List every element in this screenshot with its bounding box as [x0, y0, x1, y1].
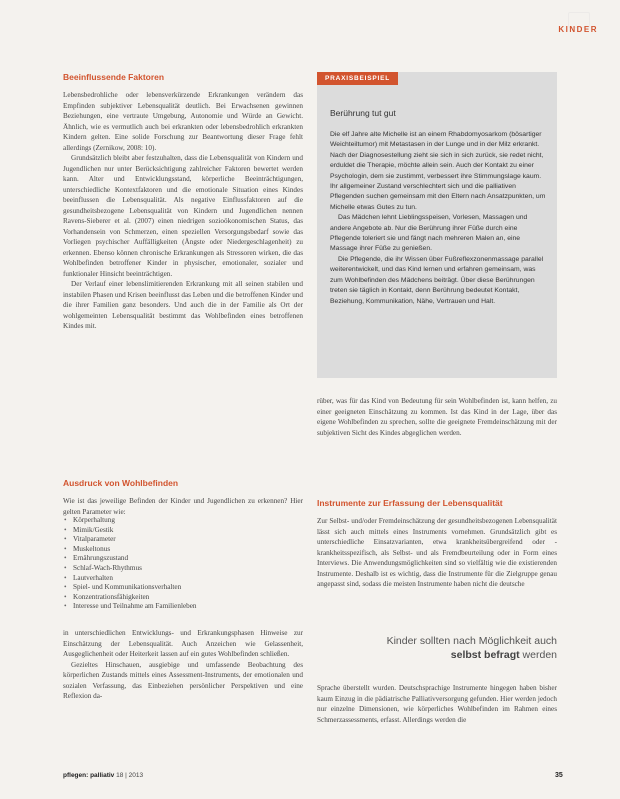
example-paragraph: Das Mädchen lehnt Lieblingsspeisen, Vorlesen, Massagen und andere Angebote ab. Nur die Berührung ihrer Füße durch eine Pflegende toleriert sie und fängt nach mehreren Malen an, eine Massage ihrer Füße zu genießen.	[330, 214, 528, 253]
list-item: • Interesse und Teilnahme am Familienleben	[63, 602, 303, 612]
faktoren-paragraph: Der Verlauf einer lebenslimitierenden Erkrankung mit all seinen stabilen und instabilen Phasen und Krisen beeinflusst das Leben und die betroffenen Kinder und die ihrer Familien ganz besonders. Und auch die in der Familie als Ort der wohlgemeinten Lebensqualität bestimmt das Wohlbefinden eines betroffenen Kindes mit.	[63, 280, 303, 330]
faktoren-text	[63, 90, 303, 332]
list-item: • Körperhaltung	[63, 516, 303, 526]
heading-ausdruck: Ausdruck von Wohlbefinden	[63, 478, 179, 488]
journal-name: pflegen: palliativ	[63, 772, 115, 779]
list-item: • Ernährungszustand	[63, 554, 303, 564]
pull-quote	[317, 634, 557, 662]
section-label: KINDER	[558, 25, 598, 34]
ausdruck-paragraph: in unterschiedlichen Entwicklungs- und Erkrankungsphasen Hinweise zur Einschätzung der Lebensqualität. Auch Anzeichen wie Gelassenheit, Ausgeglichenheit oder Heiterkeit lassen auf ein gutes Wohlbefinden schließen.	[63, 629, 303, 658]
example-paragraph: Die elf Jahre alte Michelle ist an einem Rhabdomyosarkom (bösartiger Weichteiltumor) mit Metastasen in der Lunge und in der Milz erkrankt. Nach der Diagnosestellung zieht sie sich in sich zurück, sie redet nicht, erduldet die Therapie, möchte allein sein. Auch der Kontakt zu einer Psychologin, dem sie zustimmt, verbessert ihre Stimmungslage kaum. Ihr allgemeiner Zustand verschlechtert sich und die palliativen Pflegenden suchen gemeinsam mit den Eltern nach Ansatzpunkten, um Michelle etwas Gutes zu tun.	[330, 131, 546, 211]
pull-quote-line2	[317, 648, 557, 662]
example-paragraph: Die Pflegende, die ihr Wissen über Fußreflexzonenmassage parallel weiterentwickelt, und das Kind lernen und erfahren gemeinsam, was zum Wohlbefinden des Mädchens beiträgt. Über diese Berührungen treten sie täglich in Kontakt, denn Berührung bedeutet Kontakt, Beziehung, Kommunikation, Nähe, Vertrauen und Halt.	[330, 255, 544, 305]
pull-quote-rest: werden	[519, 649, 557, 661]
list-item: • Spiel- und Kommunikationsverhalten	[63, 583, 303, 593]
right-continued-text: rüber, was für das Kind von Bedeutung für sein Wohlbefinden ist, kann helfen, zu einer geeigneten Einschätzung zu kommen. Ist das Kind in der Lage, über das eigene Wohlbefinden zu sprechen, sollte die geeignete Fremdeinschätzung mit der subjektiven Sicht des Kindes abgeglichen werden.	[317, 397, 557, 437]
list-item: • Mimik/Gestik	[63, 526, 303, 536]
list-item: • Vitalparameter	[63, 535, 303, 545]
ausdruck-intro: Wie ist das jeweilige Befinden der Kinder und Jugendlichen zu erkennen? Hier gelten Parameter wie:	[63, 497, 303, 516]
pull-quote-emphasis: selbst befragt	[450, 649, 520, 661]
footer-journal	[63, 772, 143, 779]
example-tag: PRAXISBEISPIEL	[317, 72, 398, 85]
ausdruck-list	[63, 516, 303, 612]
heading-instrumente: Instrumente zur Erfassung der Lebensqualität	[317, 498, 503, 508]
example-text	[330, 130, 548, 307]
page-number: 35	[555, 772, 563, 779]
faktoren-paragraph: Grundsätzlich bleibt aber festzuhalten, dass die Lebensqualität von Kindern und Jugendlichen nur unter Berücksichtigung zahlreicher Faktoren bewertet werden kann. Alter und Entwicklungsstand, körperliche Beeinträchtigungen, unterschiedliche Kontextfaktoren und die emotionale Situation eines Kindes beeinflussen die Lebensqualität. Als negative Einflussfaktoren auf die gesundheitsbezogene Lebensqualität von Kindern und Jugendlichen nennen Ravens-Sieberer et al. (2007) einen niedrigen sozioökonomischen Status, das Vorhandensein von Schmerzen, einen speziellen Versorgungsbedarf sowie das Vorliegen psychischer Auffälligkeiten (Ängste oder Niedergeschlagenheit) zu erkennen. Ebenso können chronische Erkrankungen als Stressoren wirken, die das Wohlbefinden betroffener Kinder in physischer, emotionaler, sozialer und funktionaler Hinsicht beeinträchtigen.	[63, 154, 303, 278]
list-item: • Konzentrationsfähigkeiten	[63, 593, 303, 603]
practice-example-box	[317, 72, 557, 378]
list-item: • Muskeltonus	[63, 545, 303, 555]
faktoren-paragraph: Lebensbedrohliche oder lebensverkürzende Erkrankungen verändern das Empfinden subjektiver Lebensqualität deutlich. Bei Erwachsenen gewinnen Beziehungen, eine vertraute Umgebung, Autonomie und Würde an Gewicht. Ähnlich, wie es vermutlich auch bei erkrankten oder lebensbedrohlich erkrankten Kindern gelten. Eine solide Forschung zur Beantwortung dieser Frage fehlt allerdings (Zernikow, 2008: 10).	[63, 91, 303, 152]
heading-faktoren: Beeinflussende Faktoren	[63, 72, 165, 82]
example-title: Berührung tut gut	[330, 108, 396, 118]
instrumente-text: Zur Selbst- und/oder Fremdeinschätzung der gesundheitsbezogenen Lebensqualität lässt sich auch mittels eines Instruments vornehmen. Grundsätzlich gibt es unterschiedliche Einsatzvarianten, etwa krankheitsübergreifend oder -krankheitsspezifisch, als Selbst- und als Fremdbeurteilung oder in Form eines Interviews. Die Anwendungsmöglichkeiten sind so vielfältig wie die existierenden Instrumente. Deshalb ist es wichtig, dass die Instrumente für die Zielgruppe genau angepasst sind, sodass die meisten Instrumente haben nicht die deutsche	[317, 517, 557, 588]
list-item: • Lautverhalten	[63, 574, 303, 584]
ausdruck-paragraph: Gezieltes Hinschauen, ausgiebige und umfassende Beobachtung des körperlichen Zustands mittels eines Assessment-Instruments, der emotionalen und sozialen Verfassung, das Einbeziehen persönlicher Perspektiven und eine Reflexion da-	[63, 660, 303, 700]
instrumente-continued-text: Sprache überstellt wurden. Deutschsprachige Instrumente hingegen haben bisher kaum Einzug in die pädiatrische Palliativversorgung gefunden. Hier werden jedoch nur einzelne Dimensionen, wie körperliches Wohlbefinden im Rahmen eines Schmerzassessments, erfasst. Allerdings werden die	[317, 684, 557, 724]
list-item: • Schlaf-Wach-Rhythmus	[63, 564, 303, 574]
ausdruck-after-text	[63, 628, 303, 702]
pull-quote-line1: Kinder sollten nach Möglichkeit auch	[386, 635, 557, 647]
issue-number: 18 | 2013	[116, 772, 144, 779]
